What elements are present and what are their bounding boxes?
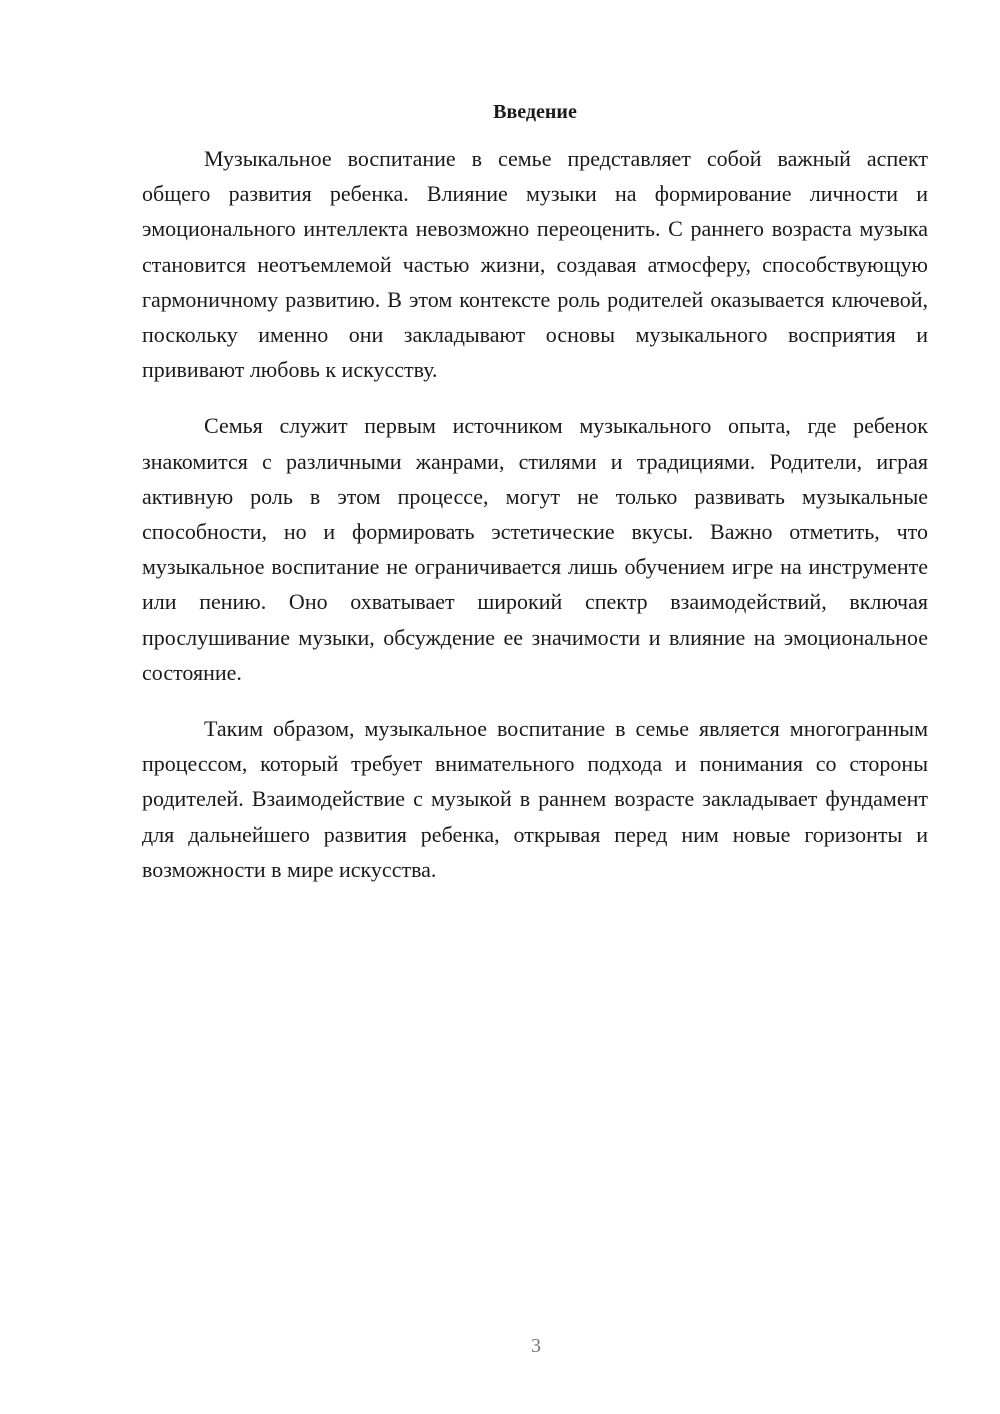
paragraph-1: Музыкальное воспитание в семье представляет собой важный аспект общего развития ребенка. Влияние музыки на формирование личности и эмоционального интеллекта невозможно переоценить. С раннего возраста музыка становится неотъемлемой частью жизни, создавая атмосферу, способствующую гармоничному развитию. В этом контексте роль родителей оказывается ключевой, поскольку именно они закладывают основы музыкального восприятия и прививают любовь к искусству.	[142, 146, 928, 383]
paragraph-2: Семья служит первым источником музыкального опыта, где ребенок знакомится с различными жанрами, стилями и традициями. Родители, играя активную роль в этом процессе, могут не только развивать музыкальные способности, но и формировать эстетические вкусы. Важно отметить, что музыкальное воспитание не ограничивается лишь обучением игре на инструменте или пению. Оно охватывает широкий спектр взаимодействий, включая прослушивание музыки, обсуждение ее значимости и влияние на эмоциональное состояние.	[142, 413, 928, 685]
section-heading: Введение	[493, 101, 577, 123]
body-text	[142, 141, 928, 908]
page-number: 3	[531, 1335, 541, 1357]
paragraph-3: Таким образом, музыкальное воспитание в семье является многогранным процессом, который требует внимательного подхода и понимания со стороны родителей. Взаимодействие с музыкой в раннем возрасте закладывает фундамент для дальнейшего развития ребенка, открывая перед ним новые горизонты и возможности в мире искусства.	[142, 716, 928, 882]
